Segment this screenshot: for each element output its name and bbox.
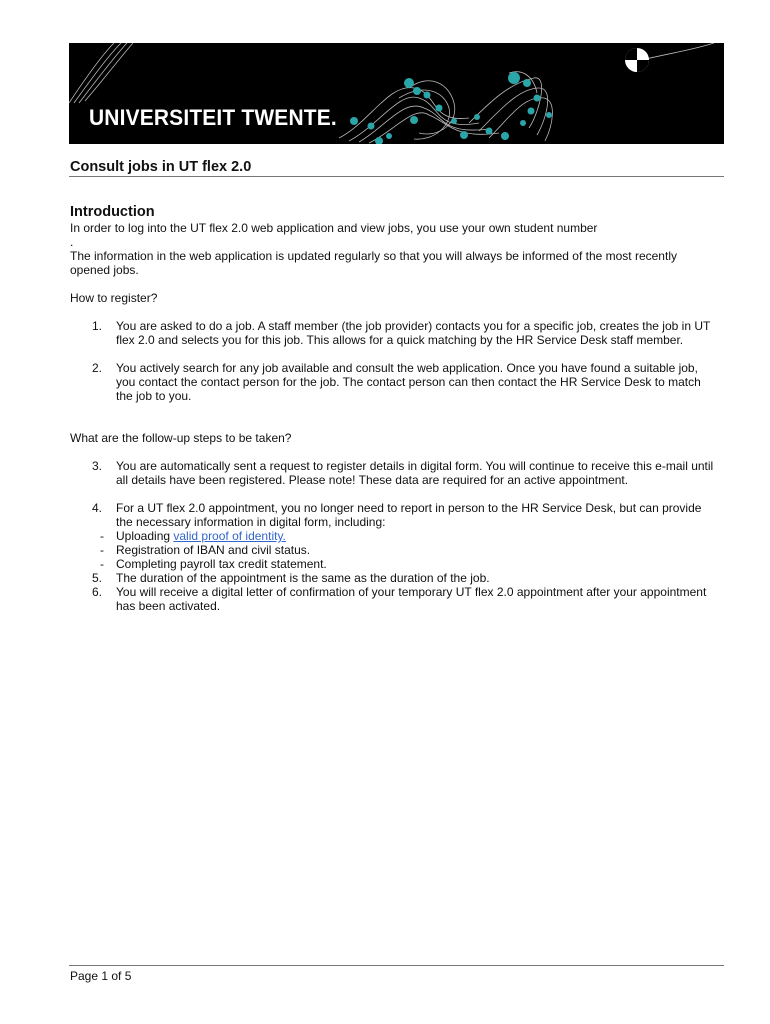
- list-item: You actively search for any job available and consult the web application. Once you have found a suitable job, you contact the contact person for the job. The contact person can then contact the HR Service Desk to match the job to you.: [116, 361, 701, 403]
- bullet-dash: -: [100, 557, 104, 571]
- list-number: 6.: [91, 585, 102, 599]
- document-title: Consult jobs in UT flex 2.0: [70, 159, 252, 175]
- list-item: You are automatically sent a request to register details in digital form. You will continue to receive this e-mail until all details have been registered. Please note! These data are required for an active appointment.: [116, 459, 714, 487]
- list-item: You are asked to do a job. A staff member (the job provider) contacts you for a specific job, creates the job in UT flex 2.0 and selects you for this job. This allows for a quick matching by the HR Service Desk staff member.: [116, 319, 711, 347]
- footer-divider: [69, 965, 724, 966]
- list-item: For a UT flex 2.0 appointment, you no longer need to report in person to the HR Service Desk, but can provide the necessary information in digital form, including:: [116, 501, 702, 529]
- bullet-dash: -: [100, 543, 104, 557]
- title-divider: [69, 176, 724, 177]
- bullet-item: Completing payroll tax credit statement.: [116, 557, 327, 571]
- intro-dot: .: [70, 235, 74, 249]
- header-banner: [69, 43, 724, 144]
- page-number: Page 1 of 5: [70, 969, 132, 983]
- list-number: 1.: [91, 319, 102, 333]
- seal-icon: [625, 48, 649, 72]
- list-number: 5.: [91, 571, 102, 585]
- introduction-heading: Introduction: [70, 204, 155, 220]
- list-number: 4.: [91, 501, 102, 515]
- followup-question: What are the follow-up steps to be taken?: [70, 431, 292, 445]
- register-question: How to register?: [70, 291, 158, 305]
- intro-paragraph: The information in the web application is updated regularly so that you will always be informed of the most recently opened jobs.: [70, 249, 677, 277]
- list-number: 3.: [91, 459, 102, 473]
- intro-line: In order to log into the UT flex 2.0 web application and view jobs, you use your own student number: [70, 221, 598, 235]
- bullet-item: Registration of IBAN and civil status.: [116, 543, 311, 557]
- bullet-item: [116, 529, 720, 543]
- brand-logo-text: UNIVERSITEIT TWENTE.: [89, 105, 337, 130]
- list-number: 2.: [91, 361, 102, 375]
- bullet-prefix: Uploading: [116, 529, 174, 543]
- identity-proof-link[interactable]: valid proof of identity.: [173, 529, 286, 543]
- list-item: The duration of the appointment is the same as the duration of the job.: [116, 571, 490, 585]
- bullet-dash: -: [100, 529, 104, 543]
- list-item: You will receive a digital letter of confirmation of your temporary UT flex 2.0 appointment after your appointment has been activated.: [116, 585, 707, 613]
